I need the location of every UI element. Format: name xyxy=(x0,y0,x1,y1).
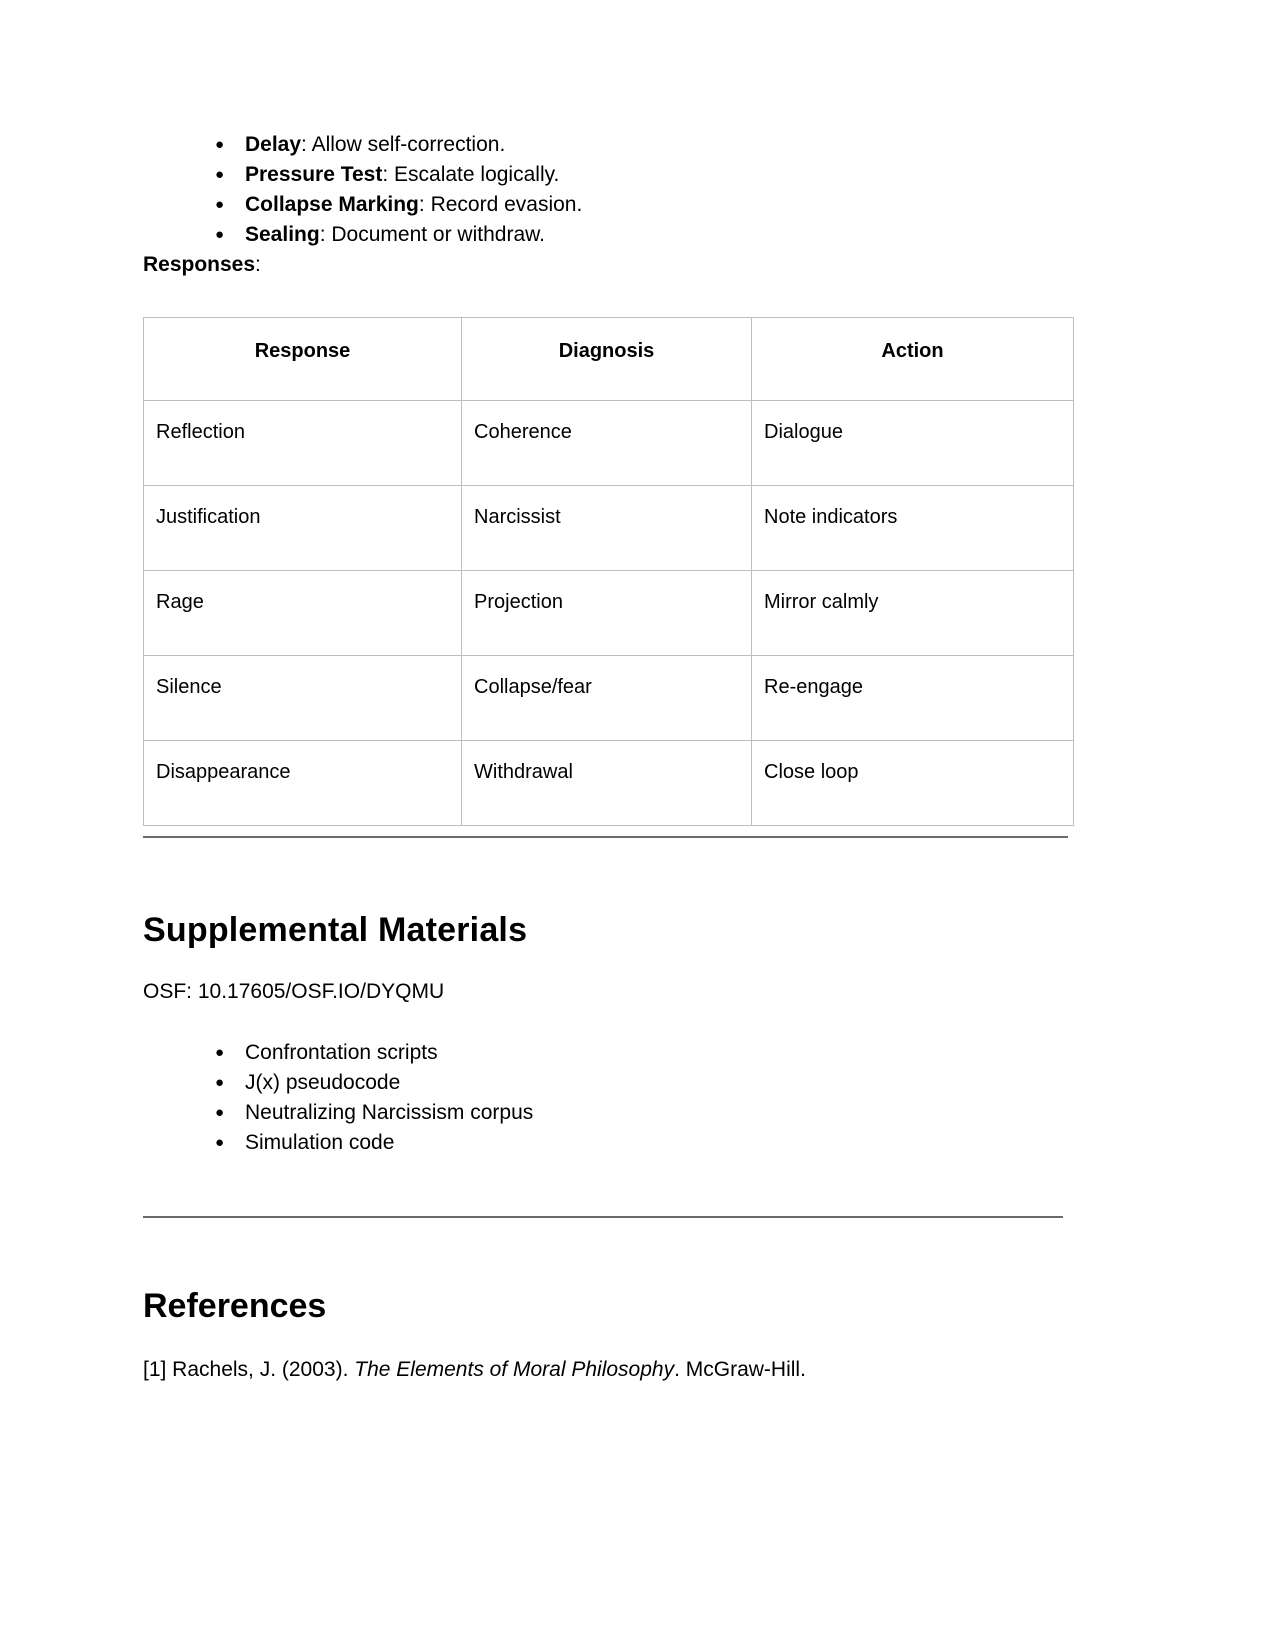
list-item: ● Simulation code xyxy=(215,1128,1132,1158)
table-cell-action: Re-engage xyxy=(752,656,1074,741)
table-cell-diagnosis: Coherence xyxy=(462,401,752,486)
table-cell-diagnosis: Collapse/fear xyxy=(462,656,752,741)
method-step-separator: : xyxy=(382,163,395,186)
page-title-supplemental: Supplemental Materials xyxy=(143,911,528,949)
list-item xyxy=(215,130,1132,160)
table-row xyxy=(144,656,1074,741)
method-steps-list xyxy=(143,130,1132,250)
table-cell-action: Mirror calmly xyxy=(752,571,1074,656)
responses-table xyxy=(143,317,1074,826)
table-header-cell: Action xyxy=(752,318,1074,401)
responses-label-colon: : xyxy=(255,253,261,276)
osf-identifier: OSF: 10.17605/OSF.IO/DYQMU xyxy=(143,980,445,1003)
page-title-references: References xyxy=(143,1287,327,1325)
table-header-row xyxy=(144,318,1074,401)
table-cell-response: Silence xyxy=(144,656,462,741)
table-cell-response: Rage xyxy=(144,571,462,656)
table-row xyxy=(144,571,1074,656)
method-step-text: Record evasion. xyxy=(430,193,583,216)
table-cell-response: Disappearance xyxy=(144,741,462,826)
table-row xyxy=(144,401,1074,486)
table-cell-diagnosis: Narcissist xyxy=(462,486,752,571)
section-divider xyxy=(143,836,1068,838)
list-item: ● Confrontation scripts xyxy=(215,1038,1132,1068)
table-cell-response: Reflection xyxy=(144,401,462,486)
reference-entry xyxy=(143,1356,1132,1384)
method-step-term: Pressure Test xyxy=(245,163,383,186)
list-item xyxy=(215,190,1132,220)
method-step-term: Delay xyxy=(245,133,302,156)
method-step-text: Escalate logically. xyxy=(394,163,560,186)
table-header-cell: Response xyxy=(144,318,462,401)
table-row xyxy=(144,486,1074,571)
method-step-term: Sealing xyxy=(245,223,320,246)
table-cell-response: Justification xyxy=(144,486,462,571)
table-header-cell: Diagnosis xyxy=(462,318,752,401)
table-cell-action: Dialogue xyxy=(752,401,1074,486)
responses-label xyxy=(143,250,1132,280)
table-cell-action: Close loop xyxy=(752,741,1074,826)
method-step-text: Document or withdraw. xyxy=(331,223,545,246)
reference-prefix: [1] Rachels, J. (2003). xyxy=(143,1358,355,1381)
method-step-separator: : xyxy=(319,223,332,246)
method-step-separator: : xyxy=(301,133,312,156)
method-step-separator: : xyxy=(418,193,431,216)
list-item: ● Neutralizing Narcissism corpus xyxy=(215,1098,1132,1128)
table-cell-action: Note indicators xyxy=(752,486,1074,571)
reference-suffix: . McGraw-Hill. xyxy=(674,1358,806,1381)
table-cell-diagnosis: Projection xyxy=(462,571,752,656)
table-row xyxy=(144,741,1074,826)
responses-label-text: Responses xyxy=(143,253,256,276)
list-item xyxy=(215,220,1132,250)
section-divider xyxy=(143,1216,1063,1218)
list-item xyxy=(215,160,1132,190)
reference-title: The Elements of Moral Philosophy xyxy=(354,1358,675,1381)
supplemental-items-list xyxy=(143,1038,1132,1158)
method-step-term: Collapse Marking xyxy=(245,193,419,216)
list-item: ● J(x) pseudocode xyxy=(215,1068,1132,1098)
method-step-text: Allow self-correction. xyxy=(311,133,506,156)
table-cell-diagnosis: Withdrawal xyxy=(462,741,752,826)
